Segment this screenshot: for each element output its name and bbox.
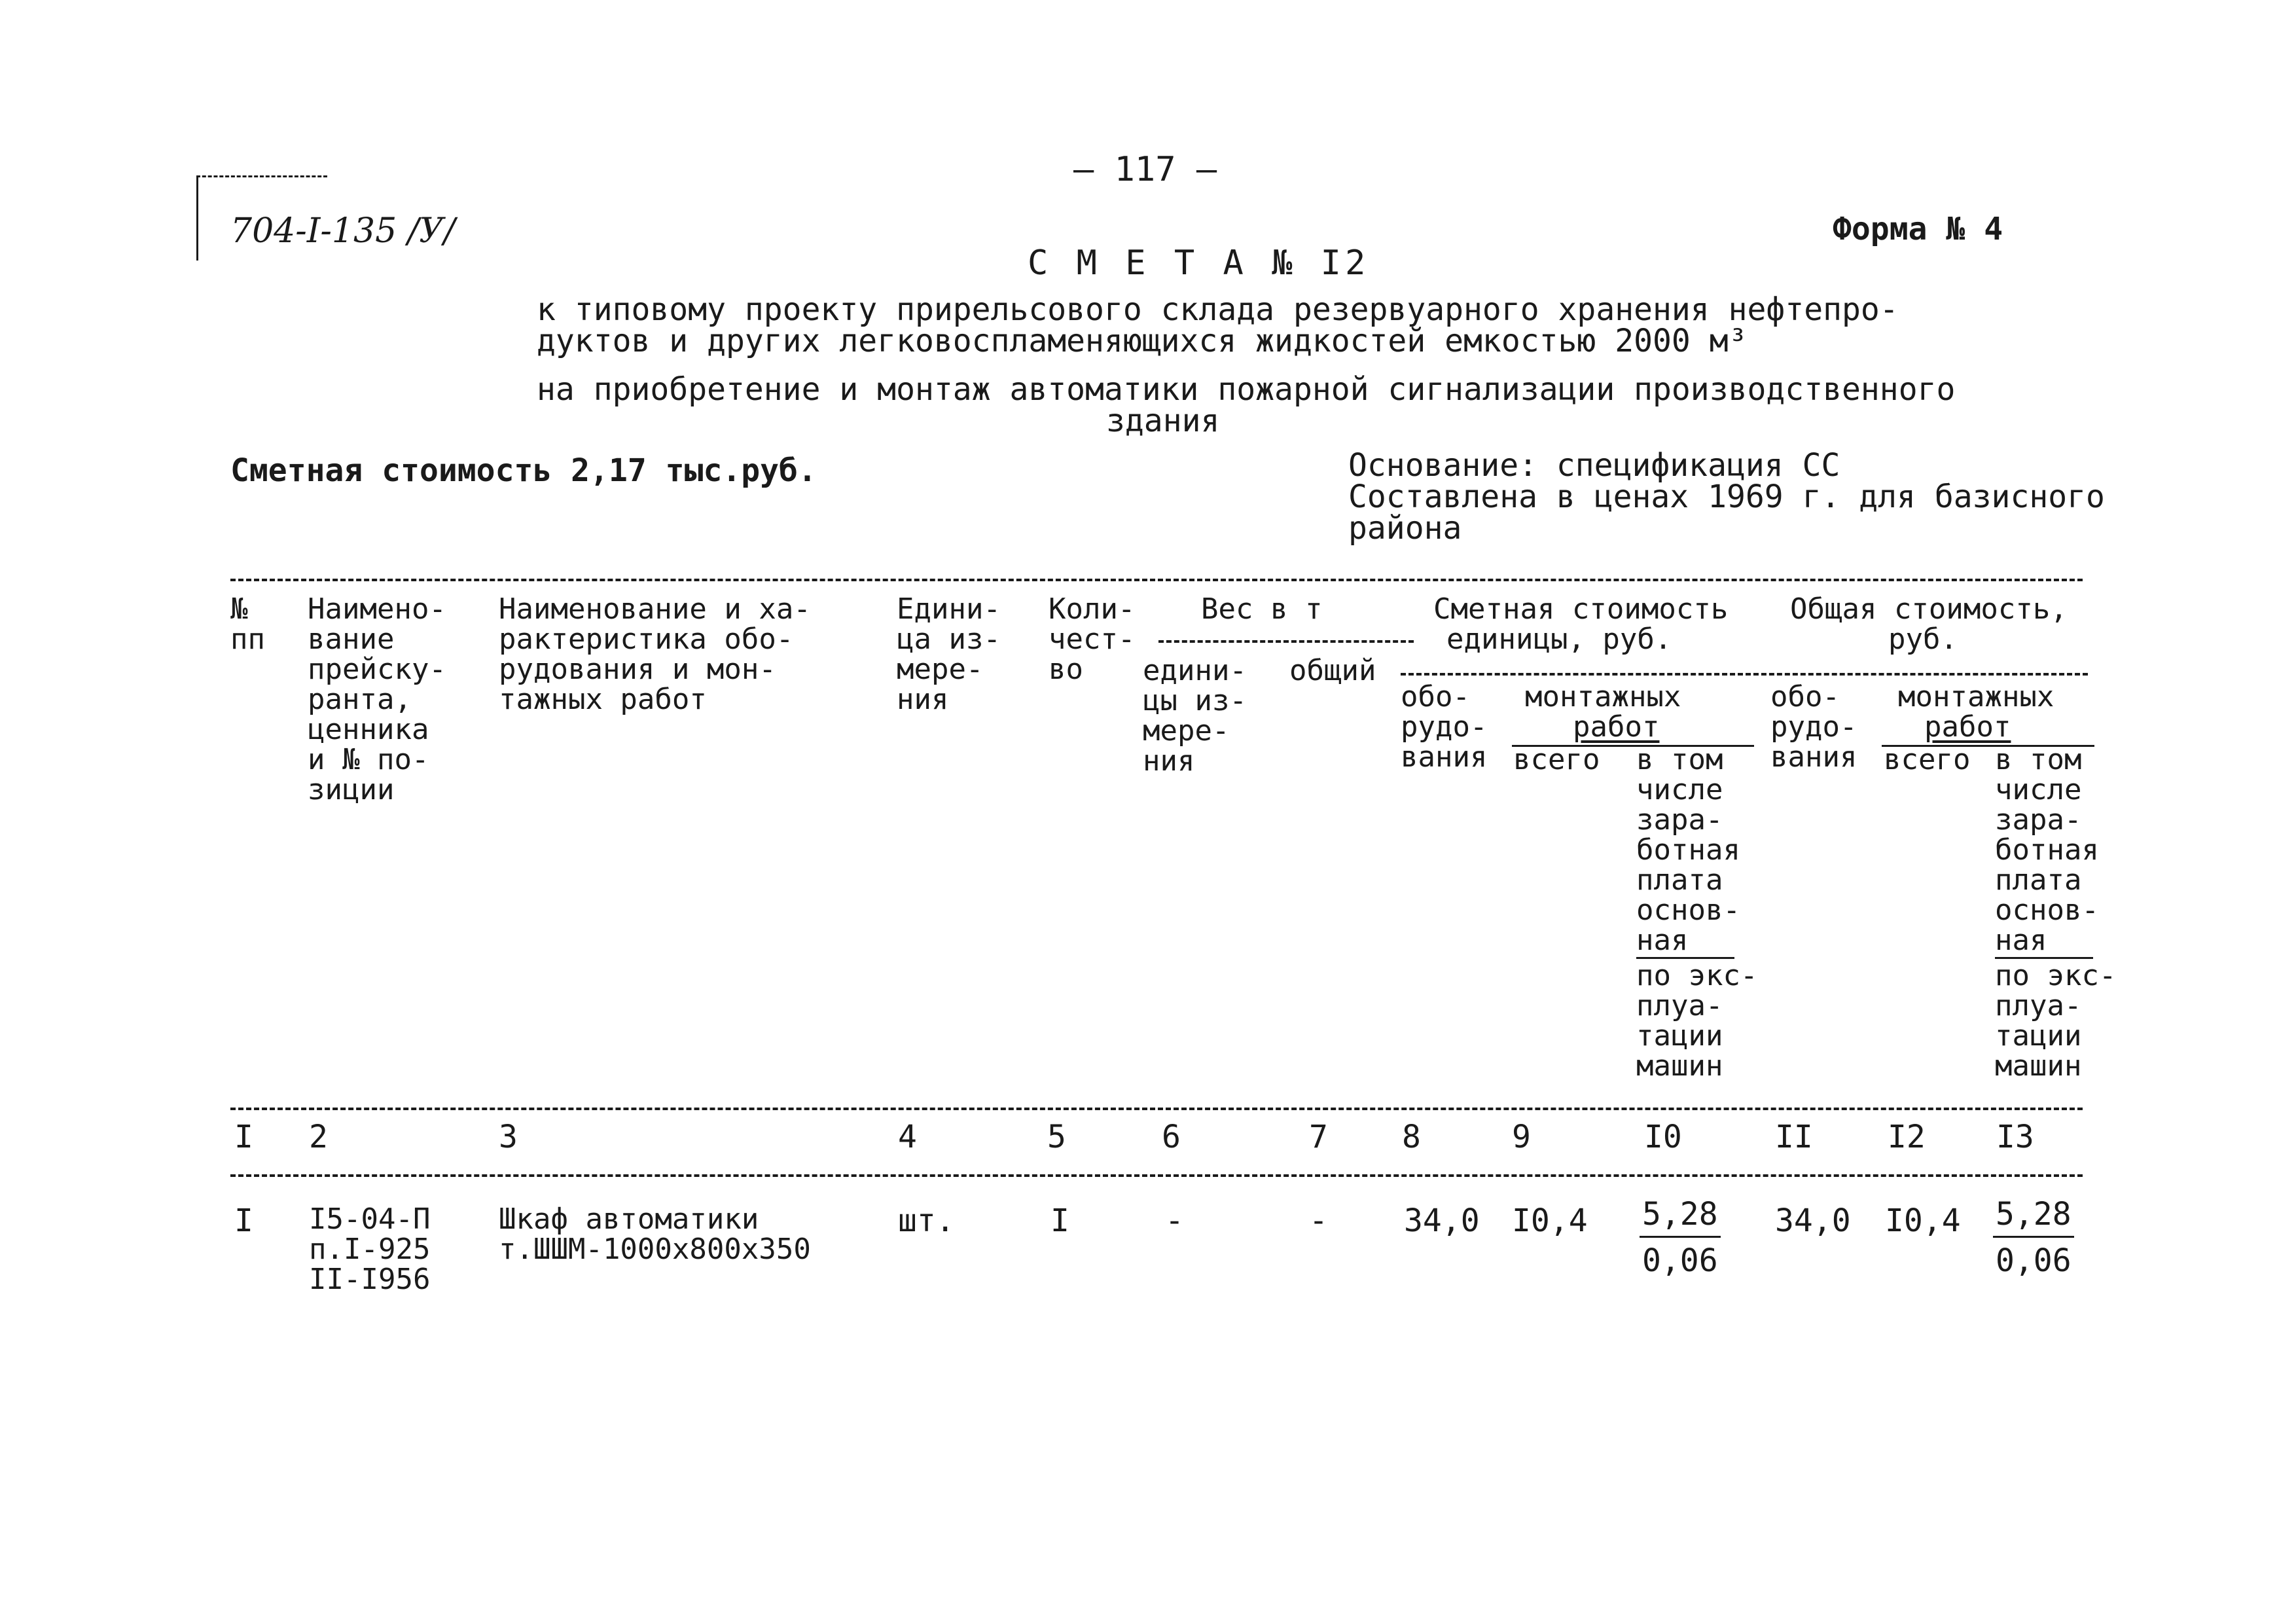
row-install-unit-total: I0,4 bbox=[1512, 1202, 1588, 1239]
row-quantity: I bbox=[1050, 1202, 1069, 1239]
column-numbers-top-rule bbox=[230, 1108, 2083, 1110]
row-number: I bbox=[234, 1202, 253, 1239]
column-number-5: 5 bbox=[1047, 1119, 1066, 1155]
column-number-4: 4 bbox=[898, 1119, 917, 1155]
document-code: 704-I-135 /У/ bbox=[230, 211, 456, 251]
header-col-quantity: Коли- чест- во bbox=[1049, 592, 1136, 686]
row-install-total-wages bbox=[1993, 1198, 2074, 1277]
header-unit-install-machines: по экс- плуа- тации машин bbox=[1636, 959, 1758, 1083]
row-install-unit-wages-main: 5,28 bbox=[1640, 1198, 1721, 1238]
header-total-installation: монтажных работ bbox=[1898, 680, 2054, 744]
row-install-unit-wages bbox=[1640, 1198, 1721, 1277]
row-install-total-wages-machines: 0,06 bbox=[1996, 1242, 2072, 1279]
subtitle-line-1: к типовому проекту прирельсового склада резервуарного хранения нефтепро- bbox=[537, 291, 1899, 328]
row-equip-total: 34,0 bbox=[1775, 1202, 1851, 1239]
basis-line-1: Основание: спецификация СС bbox=[1348, 447, 1840, 484]
header-col-weight-unit: едини- цы из- мере- ния bbox=[1143, 654, 1247, 778]
header-col-name: Наименование и ха- рактеристика обо- рудования и мон- тажных работ bbox=[499, 592, 811, 716]
column-numbers-bottom-rule bbox=[230, 1174, 2083, 1177]
basis-line-2: Составлена в ценах 1969 г. для базисного bbox=[1348, 478, 2105, 515]
column-number-10: I0 bbox=[1644, 1119, 1682, 1155]
header-total-install-machines: по экс- плуа- тации машин bbox=[1995, 959, 2117, 1083]
purpose-line-1: на приобретение и монтаж автоматики пожарной сигнализации производственного bbox=[537, 371, 1956, 408]
header-total-install-wages: в том числе зара- ботная плата основ- ная bbox=[1995, 743, 2099, 957]
row-install-unit-wages-machines: 0,06 bbox=[1642, 1242, 1718, 1279]
column-number-3: 3 bbox=[499, 1119, 518, 1155]
corner-mark bbox=[196, 175, 327, 177]
header-unit-install-wages: в том числе зара- ботная плата основ- ная bbox=[1636, 743, 1740, 957]
form-label: Форма № 4 bbox=[1833, 211, 2003, 247]
purpose-line-2: здания bbox=[1106, 403, 1220, 439]
header-col-number: № пп bbox=[230, 592, 265, 656]
column-number-13: I3 bbox=[1996, 1119, 2034, 1155]
header-unit-cost-group: Сметная стоимость единицы, руб. bbox=[1433, 592, 1729, 656]
header-col-unit: Едини- ца из- мере- ния bbox=[897, 592, 1001, 716]
page-number: — 117 — bbox=[1073, 150, 1217, 189]
column-number-12: I2 bbox=[1888, 1119, 1926, 1155]
column-number-6: 6 bbox=[1162, 1119, 1181, 1155]
corner-mark-vertical bbox=[196, 175, 198, 261]
row-unit: шт. bbox=[898, 1202, 955, 1239]
header-col-weight-total: общий bbox=[1289, 654, 1376, 687]
row-install-total-wages-main: 5,28 bbox=[1993, 1198, 2074, 1238]
header-total-install-total: всего bbox=[1884, 743, 1971, 776]
column-number-2: 2 bbox=[309, 1119, 328, 1155]
cost-groups-rule bbox=[1401, 673, 2088, 676]
estimated-cost: Сметная стоимость 2,17 тыс.руб. bbox=[230, 452, 817, 489]
row-weight-unit: - bbox=[1165, 1202, 1184, 1239]
header-unit-equipment: обо- рудо- вания bbox=[1401, 680, 1488, 774]
basis-line-3: района bbox=[1348, 510, 1462, 547]
weight-group-rule bbox=[1158, 640, 1414, 643]
column-number-1: I bbox=[234, 1119, 253, 1155]
row-pricelist: I5-04-П п.I-925 II-I956 bbox=[309, 1202, 431, 1296]
column-number-7: 7 bbox=[1309, 1119, 1328, 1155]
header-unit-install-total: всего bbox=[1513, 743, 1600, 776]
column-number-8: 8 bbox=[1402, 1119, 1421, 1155]
header-total-cost-group: Общая стоимость, руб. bbox=[1790, 592, 2068, 656]
header-col-pricelist: Наимено- вание прейску- ранта, ценника и № по- зиции bbox=[308, 592, 446, 806]
document-title: С М Е Т А № I2 bbox=[1028, 244, 1370, 283]
subtitle-line-2: дуктов и других легковоспламеняющихся жидкостей емкостью 2000 м³ bbox=[537, 323, 1748, 359]
row-equip-unit: 34,0 bbox=[1404, 1202, 1480, 1239]
header-total-equipment: обо- рудо- вания bbox=[1770, 680, 1857, 774]
row-weight-total: - bbox=[1309, 1202, 1328, 1239]
header-unit-installation: монтажных работ bbox=[1525, 680, 1681, 744]
row-item-name: Шкаф автоматики т.ШШМ-1000х800х350 bbox=[499, 1202, 811, 1266]
column-number-11: II bbox=[1775, 1119, 1813, 1155]
row-install-total: I0,4 bbox=[1885, 1202, 1961, 1239]
table-top-rule bbox=[230, 579, 2083, 581]
column-number-9: 9 bbox=[1512, 1119, 1531, 1155]
header-weight-group: Вес в т bbox=[1201, 592, 1323, 626]
